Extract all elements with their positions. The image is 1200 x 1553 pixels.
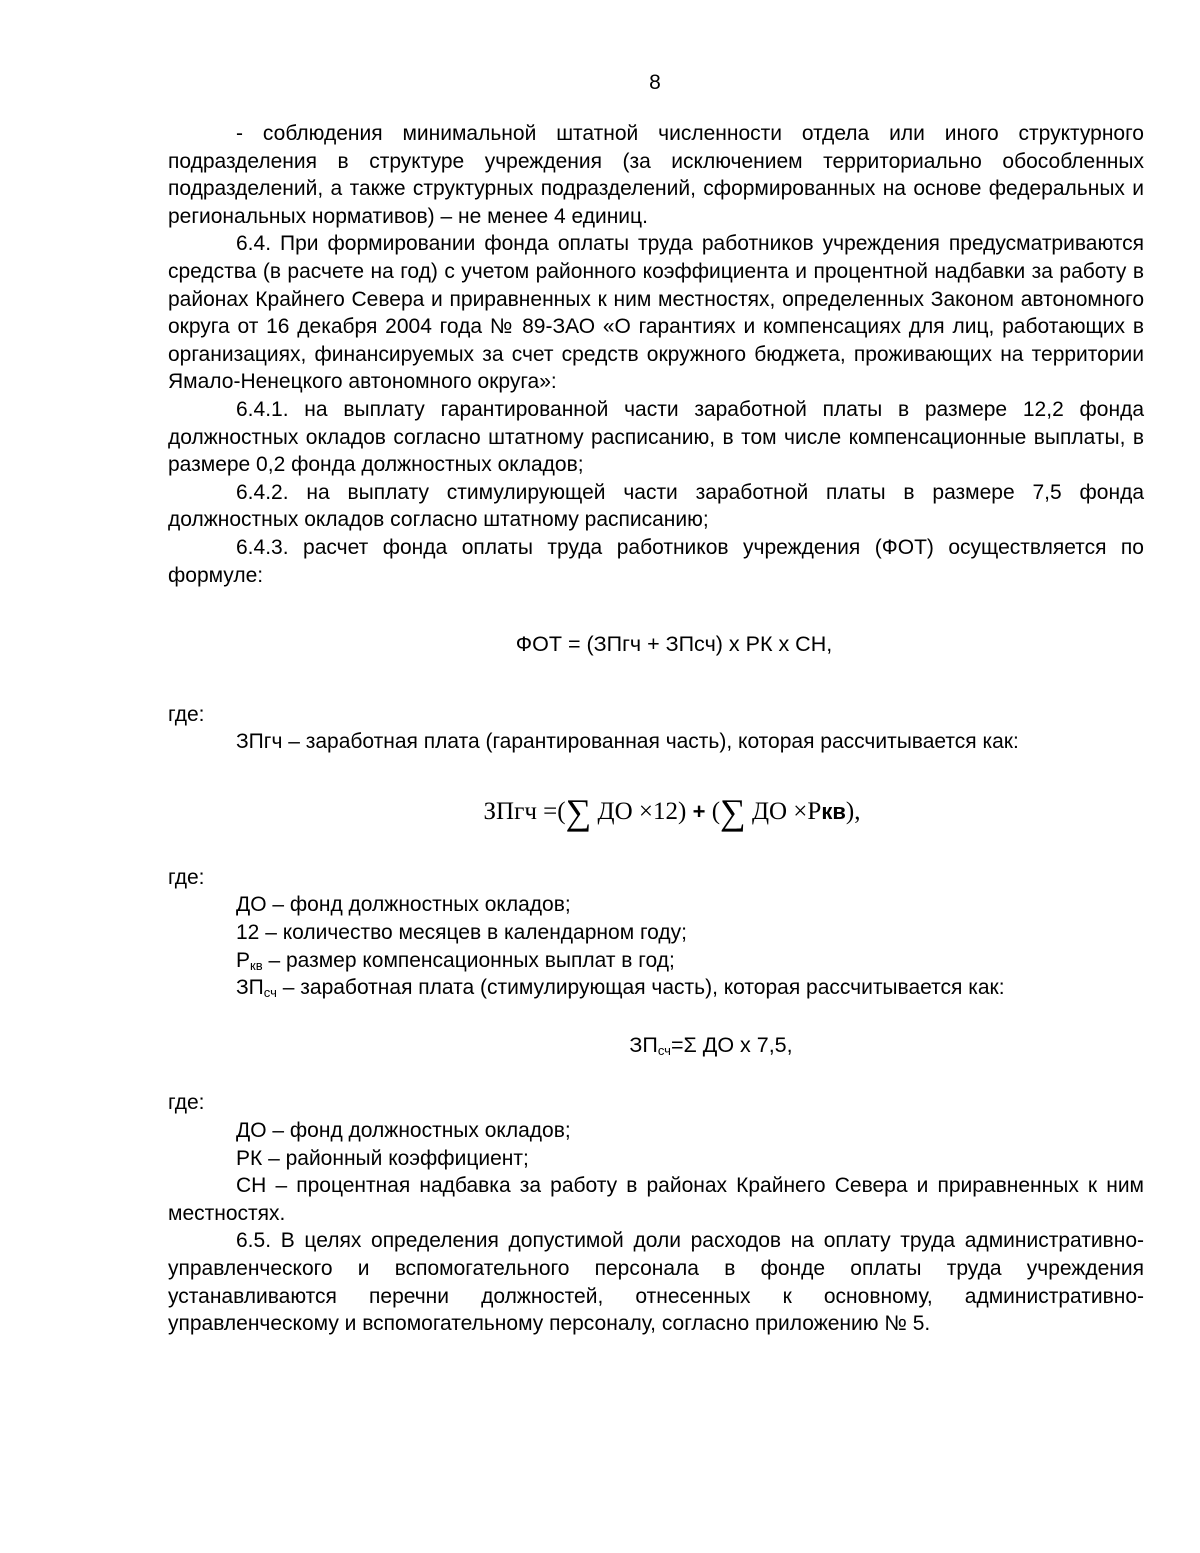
definition-12: 12 – количество месяцев в календарном году; [236,921,687,945]
formula-zpsch [168,1032,1144,1060]
definition-do: ДО – фонд должностных окладов; [236,893,571,917]
formula-zpgch-term2: ДО ×Р [751,797,822,825]
paragraph-6-4-1: 6.4.1. на выплату гарантированной части заработной платы в размере 12,2 фонда должностных окладов согласно штатному расписанию, в том числе компенсационные выплаты, в размере 0,2 фонда должностных окладов; [168,397,1144,477]
definition-sn: СН – процентная надбавка за работу в районах Крайнего Севера и приравненных к ним местностях. [168,1174,1144,1225]
paragraph-6-5: 6.5. В целях определения допустимой доли расходов на оплату труда административно-управленческого и вспомогательного персонала в фонде оплаты труда учреждения устанавливаются перечни должностей, отнесенных к основному, административно-управленческому и вспомогательному персоналу, согласно приложению № 5. [168,1229,1144,1336]
zpsch-symbol: ЗП [236,976,264,1000]
definition-rkv [168,947,1144,975]
where-label-3: где: [168,1091,205,1115]
paragraph-6-4: 6.4. При формировании фонда оплаты труда работников учреждения предусматриваются средства (в расчете на год) с учетом районного коэффициента и процентной надбавки за работу в районах Крайнего Севера и приравненных к ним местностях, определенных Законом автономного округа от 16 декабря 2004 года № 89-ЗАО «О гарантиях и компенсациях для лиц, работающих в организациях, финансируемых за счет средств окружного бюджета, проживающих на территории Ямало-Ненецкого автономного округа»: [168,232,1144,394]
zpsch-text: – заработная плата (стимулирующая часть), которая рассчитывается как: [276,976,1005,1000]
formula-zpgch-open: ( [711,797,721,825]
formula-fot: ФОТ = (ЗПгч + ЗПсч) х РК х СН, [515,632,833,657]
definition-zpgch: ЗПгч – заработная плата (гарантированная часть), которая рассчитывается как: [236,730,1019,754]
rkv-text: – размер компенсационных выплат в год; [262,948,675,972]
paragraph-staff-minimum: - соблюдения минимальной штатной численности отдела или иного структурного подразделения в структуре учреждения (за исключением территориально обособленных подразделений, а также структурных подразделений, сформированных на основе федеральных и региональных нормативов) – не менее 4 единиц. [168,122,1144,228]
paragraph-6-4-3: 6.4.3. расчет фонда оплаты труда работников учреждения (ФОТ) осуществляется по формуле: [168,535,1144,587]
formula-zpgch-term1: ДО ×12) [597,797,687,825]
where-label-2: где: [168,865,205,889]
formula-zpgch-lhs: ЗПгч =( [483,797,566,825]
formula-zpsch-symbol: ЗП [629,1032,658,1057]
paragraph-6-4-2: 6.4.2. на выплату стимулирующей части заработной платы в размере 7,5 фонда должностных окладов согласно штатному расписанию; [168,480,1144,532]
sum-symbol: ∑ [565,791,592,832]
formula-zpgch-close: ), [845,797,861,825]
formula-zpgch-plus: + [692,798,706,824]
formula-zpgch [168,791,1144,832]
definition-zpsch [168,974,1144,1002]
rkv-subscript: кв [250,957,263,973]
formula-zpsch-subscript: сч [657,1042,671,1058]
definition-do-2: ДО – фонд должностных окладов; [236,1119,571,1143]
page-number: 8 [649,71,661,94]
document-body [168,120,1144,1338]
definition-rk: РК – районный коэффициент; [236,1146,529,1170]
zpsch-subscript: сч [263,985,277,1001]
formula-zpgch-kv: кв [821,798,846,824]
rkv-symbol: Р [236,948,251,972]
sum-symbol: ∑ [720,791,746,832]
formula-zpsch-text: =Σ ДО х 7,5, [670,1032,793,1057]
where-label-1: где: [168,702,205,726]
